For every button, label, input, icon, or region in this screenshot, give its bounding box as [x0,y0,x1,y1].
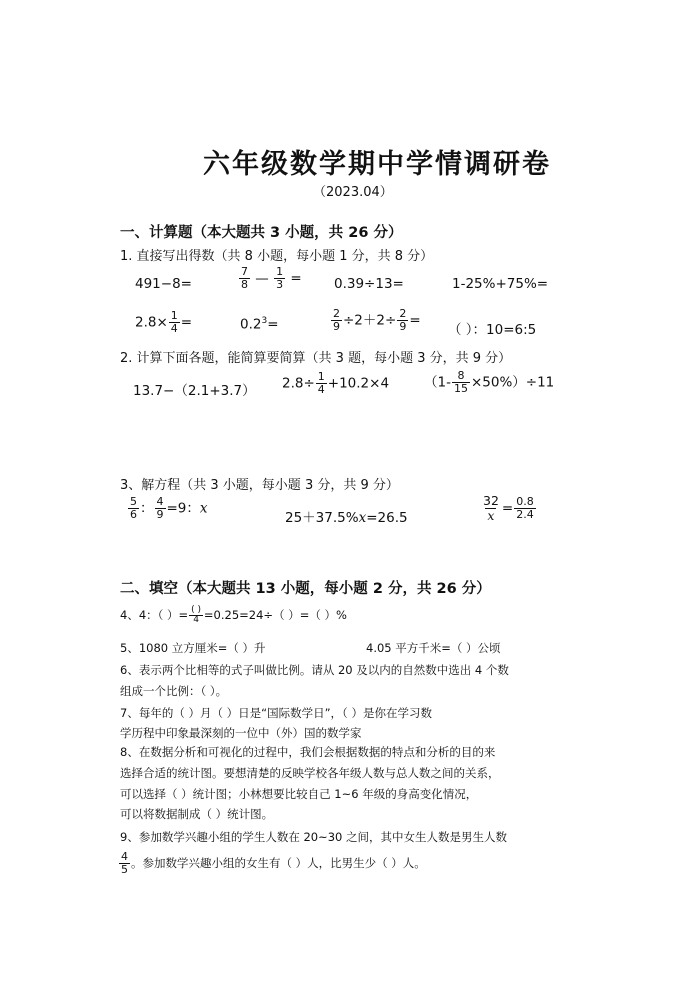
fraction: $\frac{1}{4}$ [317,370,325,397]
fraction: $\frac{4}{9}$ [156,495,164,522]
section-heading-calculation: 一、计算题（本大题共 3 小题，共 26 分） [120,225,403,241]
q1-item-f: $0.2^3=$ [240,316,279,333]
question-6-line-2: 组成一个比例：（ ）。 [120,684,228,698]
q1-item-h: （ ）：10=6:5 [448,322,537,338]
question-6-line-1: 6、表示两个比相等的式子叫做比例。请从 20 及以内的自然数中选出 4 个数 [120,663,509,677]
question-2-label: 2. 计算下面各题，能简算要简算（共 3 题，每小题 3 分，共 9 分） [120,351,512,366]
q2-expr-2: 2.8÷ $\frac{1}{4}$ +10.2×4 [282,370,390,397]
question-8-line-2: 选择合适的统计图。要想清楚的反映学校各年级人数与总人数之间的关系， [120,766,500,780]
question-9-line-1: 9、参加数学兴趣小组的学生人数在 20~30 之间，其中女生人数是男生人数 [120,830,508,844]
question-8-line-4: 可以将数据制成（ ）统计图。 [120,807,274,821]
fraction: $\frac{2}{9}$ [333,307,340,334]
fraction: $\frac{5}{6}$ [130,495,137,522]
fraction: $\frac{8}{15}$ [453,369,468,396]
section-heading-fill-in: 二、填空（本大题共 13 小题，每小题 2 分，共 26 分） [120,581,491,597]
fraction: $\frac{4}{5}$ [121,850,128,877]
q1-item-e: 2.8× $\frac{1}{4}$ = [135,309,193,336]
question-5a: 5、1080 立方厘米=（ ）升 [120,641,266,655]
fraction: $\frac{0.8}{2.4}$ [516,494,534,521]
q3-equation-3: $\frac{32}{x}$ = $\frac{0.8}{2.4}$ [483,493,534,523]
question-9-line-2: $\frac{4}{5}$ 。参加数学兴趣小组的女生有（ ）人，比男生少（ ）人。 [121,850,426,877]
q1-item-c: 0.39÷13= [334,276,404,292]
question-8-line-1: 8、在数据分析和可视化的过程中，我们会根据数据的特点和分析的目的来 [120,745,496,759]
q3-equation-2: 25＋37.5%x=26.5 [285,510,408,526]
fraction: $\frac{7}{8}$ [241,265,248,292]
question-4: 4、4：（ ）= ( ) 4 =0.25=24÷（ ）=（ ）% [120,605,347,625]
question-7-line-1: 7、每年的（ ）月（ ）日是“国际数学日”，（ ）是你在学习数 [120,706,432,720]
fraction: ( ) 4 [191,605,201,625]
fraction: $\frac{1}{3}$ [276,265,284,292]
question-1-label: 1. 直接写出得数（共 8 小题，每小题 1 分，共 8 分） [120,249,434,264]
question-3-label: 3、解方程（共 3 小题，每小题 3 分，共 9 分） [120,478,399,493]
fraction: $\frac{32}{x}$ [483,493,499,523]
exam-date: （2023.04） [313,185,393,200]
fraction: $\frac{1}{4}$ [170,309,178,336]
q1-item-a: 491−8= [135,276,192,292]
q1-item-g: $\frac{2}{9}$ ÷2＋2÷ $\frac{2}{9}$ = [333,307,421,334]
question-8-line-3: 可以选择（ ）统计图；小林想要比较自己 1~6 年级的身高变化情况， [120,787,478,801]
question-5b: 4.05 平方千米=（ ）公顷 [366,641,501,655]
q2-expr-3: （1- $\frac{8}{15}$ ×50%）÷11 [424,369,555,396]
q1-item-d: 1-25%+75%= [452,276,549,292]
page-title: 六年级数学期中学情调研卷 [203,149,551,180]
q3-equation-1: $\frac{5}{6}$ ： $\frac{4}{9}$ =9：x [130,495,208,522]
fraction: $\frac{2}{9}$ [399,307,407,334]
question-7-line-2: 学历程中印象最深刻的一位中（外）国的数学家 [120,726,362,740]
q2-expr-1: 13.7−（2.1+3.7） [133,383,256,399]
q1-item-b: $\frac{7}{8}$ — $\frac{1}{3}$ = [241,265,302,292]
